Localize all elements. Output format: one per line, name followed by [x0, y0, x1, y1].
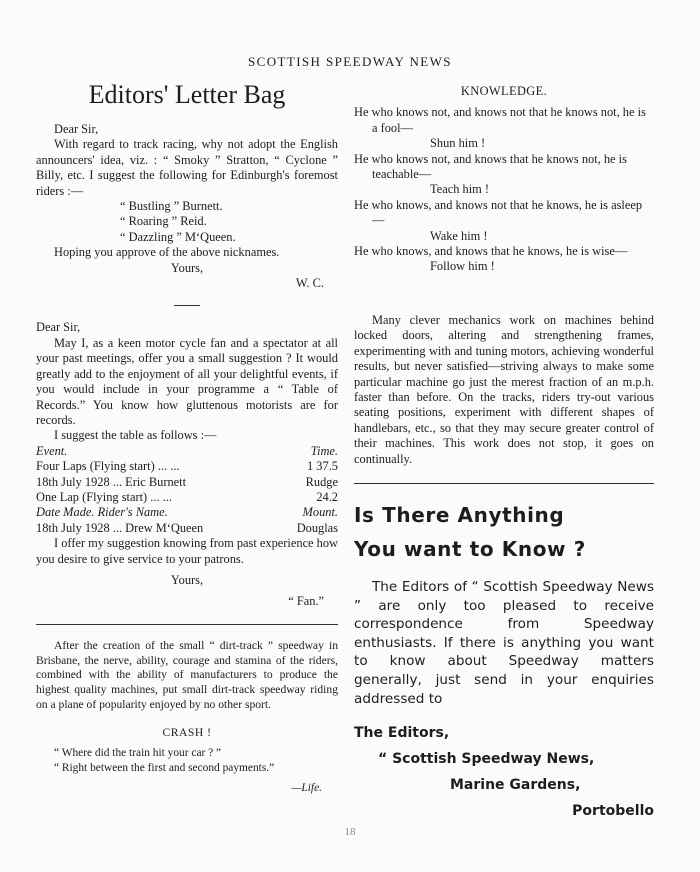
crash-line-2: “ Right between the first and second payments.” — [54, 761, 275, 774]
table-cell: 1 37.5 — [307, 459, 338, 474]
crash-source: —Life. — [291, 781, 322, 794]
address-line-2: “ Scottish Speedway News, — [378, 751, 595, 768]
letter-wc — [36, 122, 338, 291]
address-line-3: Marine Gardens, — [450, 777, 581, 794]
letter2-suggest: I suggest the table as follows :— — [54, 428, 217, 443]
address-line-4: Portobello — [572, 803, 654, 820]
table-row — [36, 521, 338, 536]
table-row — [36, 459, 338, 474]
letter2-salutation: Dear Sir, — [36, 320, 81, 335]
table-cell: 18th July 1928 ... Eric Burnett — [36, 474, 187, 489]
knowledge-heading: KNOWLEDGE. — [460, 84, 548, 98]
table-row — [36, 505, 338, 520]
nickname-3: “ Dazzling ” M‘Queen. — [120, 229, 236, 244]
letter1-yours: Yours, — [170, 260, 204, 275]
verse-shout: Shun him ! — [430, 136, 486, 151]
letter1-salutation: Dear Sir, — [54, 122, 99, 136]
table-cell: Four Laps (Flying start) ... ... — [36, 459, 180, 474]
verse-line: He who knows not, and knows that he knows not, he is teachable— — [354, 151, 627, 182]
crash-heading: CRASH ! — [162, 725, 212, 739]
long-divider — [354, 483, 654, 484]
table-cell: 18th July 1928 ... Drew M‘Queen — [36, 520, 204, 535]
verse-shout: Teach him ! — [430, 182, 489, 197]
verse-line: He who knows not, and knows not that he knows not, he is a fool— — [354, 105, 646, 135]
mechanics-paragraph: Many clever mechanics work on machines behind locked doors, altering and strengthening frames, experimenting with and tuning motors, achieving wonderful results, but never satisfied—striving always to make some particular machine go just the merest fraction of an m.p.h. faster than before. On the tracks, riders try-out various seating positions, experiment with different shapes of handlebars, etc., so that they may secure greater control of their machines. This work does not stop, it goes on continually. — [354, 312, 654, 466]
ad-heading-line-1: Is There Anything — [354, 502, 565, 527]
verse-shout: Follow him ! — [430, 259, 495, 274]
nickname-2: “ Roaring ” Reid. — [120, 214, 207, 229]
ad-heading-line-2: You want to Know ? — [354, 536, 586, 561]
table-row — [36, 475, 338, 490]
table-cell: Event. — [36, 443, 68, 458]
short-divider — [174, 305, 200, 306]
left-column — [36, 80, 338, 796]
knowledge-verse — [354, 105, 654, 274]
running-head: SCOTTISH SPEEDWAY NEWS — [248, 54, 452, 69]
ad-body: The Editors of “ Scottish Speedway News ” are only too pleased to receive correspondence from Speedway enthusiasts. If there is anything you want to know about Speedway matters generally, just send in your enquiries addressed to — [354, 578, 654, 707]
letter1-signature: W. C. — [295, 276, 324, 291]
right-column — [354, 84, 654, 824]
letter1-body: With regard to track racing, why not adopt the English announcers' idea, viz. : “ Smoky ” Stratton, “ Cyclone ” Billy, etc. I suggest the following for Edinburgh's foremost riders :— — [36, 137, 338, 198]
letter2-body: May I, as a keen motor cycle fan and a spectator at all your past meetings, offer you a small suggestion ? It would greatly add to the enjoyment of all your delightful events, if you would include in your programme a “ Table of Records.” You know how gluttenous motorists are for records. — [36, 335, 338, 427]
records-table — [36, 444, 338, 536]
table-row — [36, 490, 338, 505]
crash-line-1: “ Where did the train hit your car ? ” — [54, 747, 222, 760]
letter2-closing: I offer my suggestion knowing from past experience how you desire to give service to your patrons. — [36, 536, 338, 566]
table-cell: Date Made. Rider's Name. — [36, 505, 168, 520]
table-cell: Rudge — [305, 474, 338, 489]
enquiries-ad — [354, 498, 654, 824]
brisbane-paragraph: After the creation of the small “ dirt-track ” speedway in Brisbane, the nerve, ability, courage and stamina of the riders, combined with the ability of manufacturers to produce the highest quality machines, put small dirt-track speedway riding on a plane of popularity enjoyed by no other sport. — [36, 638, 338, 711]
table-cell: Mount. — [302, 505, 338, 520]
page-number: 18 — [344, 826, 356, 838]
letter1-closing: Hoping you approve of the above nicknames. — [54, 245, 280, 260]
table-cell: Douglas — [296, 520, 338, 535]
address-line-1: The Editors, — [354, 725, 450, 742]
nickname-1: “ Bustling ” Burnett. — [120, 199, 223, 214]
page-title: Editors' Letter Bag — [88, 80, 286, 109]
verse-shout: Wake him ! — [430, 228, 488, 243]
table-cell: Time. — [310, 443, 338, 458]
letter2-signature: “ Fan.” — [288, 594, 324, 609]
table-cell: 24.2 — [316, 489, 338, 504]
letter2-yours: Yours, — [170, 572, 204, 587]
long-divider — [36, 624, 338, 625]
table-row — [36, 444, 338, 459]
table-cell: One Lap (Flying start) ... ... — [36, 489, 172, 504]
verse-line: He who knows, and knows that he knows, he is wise— — [354, 244, 628, 259]
verse-line: He who knows, and knows not that he knows, he is asleep— — [354, 197, 643, 228]
letter-fan — [36, 320, 338, 609]
